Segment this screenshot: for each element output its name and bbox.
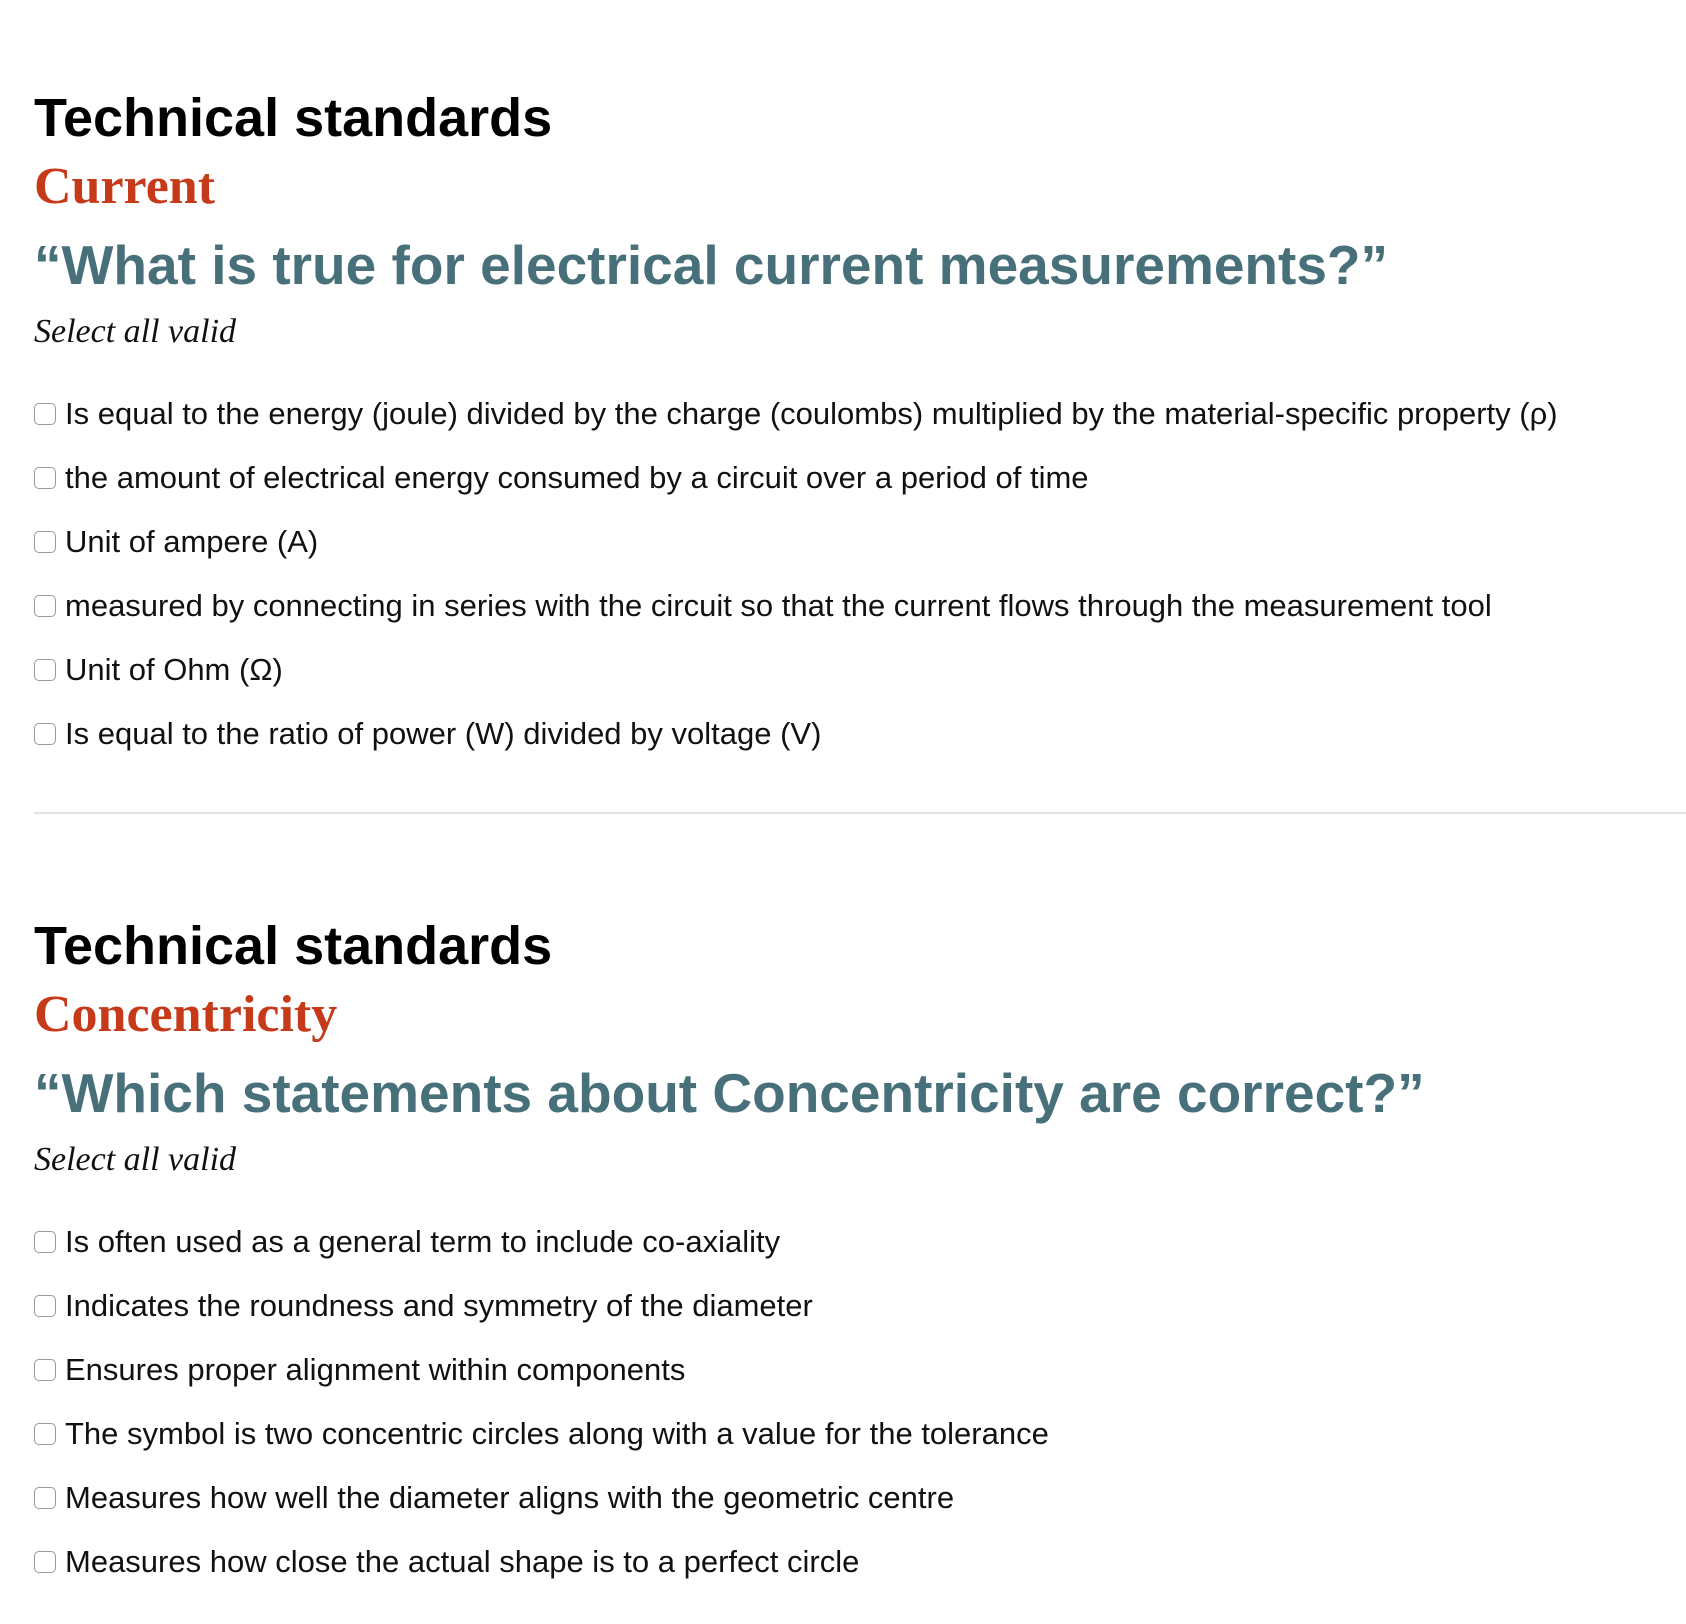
section-title: Technical standards (34, 916, 553, 976)
answer-options (34, 382, 1686, 766)
checkbox[interactable] (34, 1231, 56, 1253)
checkbox[interactable] (34, 1487, 56, 1509)
answer-option-label: Is equal to the energy (joule) divided by the charge (coulombs) multiplied by the material-specific property (ρ) (65, 396, 1558, 431)
checkbox[interactable] (34, 1295, 56, 1317)
answer-option[interactable] (34, 1274, 1686, 1338)
answer-option[interactable] (34, 1466, 1686, 1530)
question-text: “What is true for electrical current measurements?” (34, 234, 1389, 296)
answer-option-label: the amount of electrical energy consumed by a circuit over a period of time (65, 460, 1089, 495)
checkbox[interactable] (34, 659, 56, 681)
answer-option-label: Is equal to the ratio of power (W) divided by voltage (V) (65, 716, 822, 751)
answer-option[interactable] (34, 1338, 1686, 1402)
answer-option[interactable] (34, 446, 1686, 510)
checkbox[interactable] (34, 403, 56, 425)
checkbox[interactable] (34, 595, 56, 617)
answer-option-label: Unit of ampere (A) (65, 524, 319, 559)
answer-option[interactable] (34, 1402, 1686, 1466)
topic-title: Current (34, 158, 216, 215)
answer-option-label: measured by connecting in series with the circuit so that the current flows through the measurement tool (65, 588, 1492, 623)
checkbox[interactable] (34, 1359, 56, 1381)
topic-title: Concentricity (34, 986, 338, 1043)
question-text: “Which statements about Concentricity are correct?” (34, 1062, 1425, 1124)
answer-option-label: Measures how close the actual shape is to a perfect circle (65, 1544, 860, 1579)
section-title: Technical standards (34, 88, 553, 148)
answer-option-label: Indicates the roundness and symmetry of the diameter (65, 1288, 813, 1323)
answer-option-label: Is often used as a general term to include co-axiality (65, 1224, 781, 1259)
answer-option-label: Ensures proper alignment within components (65, 1352, 686, 1387)
quiz-section-current (34, 0, 1686, 814)
answer-option-label: The symbol is two concentric circles along with a value for the tolerance (65, 1416, 1049, 1451)
checkbox[interactable] (34, 1423, 56, 1445)
checkbox[interactable] (34, 467, 56, 489)
instruction-text: Select all valid (34, 1141, 237, 1178)
checkbox[interactable] (34, 531, 56, 553)
quiz-page (34, 0, 1686, 1594)
answer-option[interactable] (34, 702, 1686, 766)
quiz-section-concentricity (34, 814, 1686, 1594)
instruction-text: Select all valid (34, 313, 237, 350)
answer-options (34, 1210, 1686, 1594)
answer-option[interactable] (34, 382, 1686, 446)
answer-option-label: Unit of Ohm (Ω) (65, 652, 283, 687)
answer-option[interactable] (34, 1530, 1686, 1594)
answer-option-label: Measures how well the diameter aligns with the geometric centre (65, 1480, 955, 1515)
checkbox[interactable] (34, 1551, 56, 1573)
answer-option[interactable] (34, 574, 1686, 638)
checkbox[interactable] (34, 723, 56, 745)
answer-option[interactable] (34, 1210, 1686, 1274)
answer-option[interactable] (34, 638, 1686, 702)
answer-option[interactable] (34, 510, 1686, 574)
